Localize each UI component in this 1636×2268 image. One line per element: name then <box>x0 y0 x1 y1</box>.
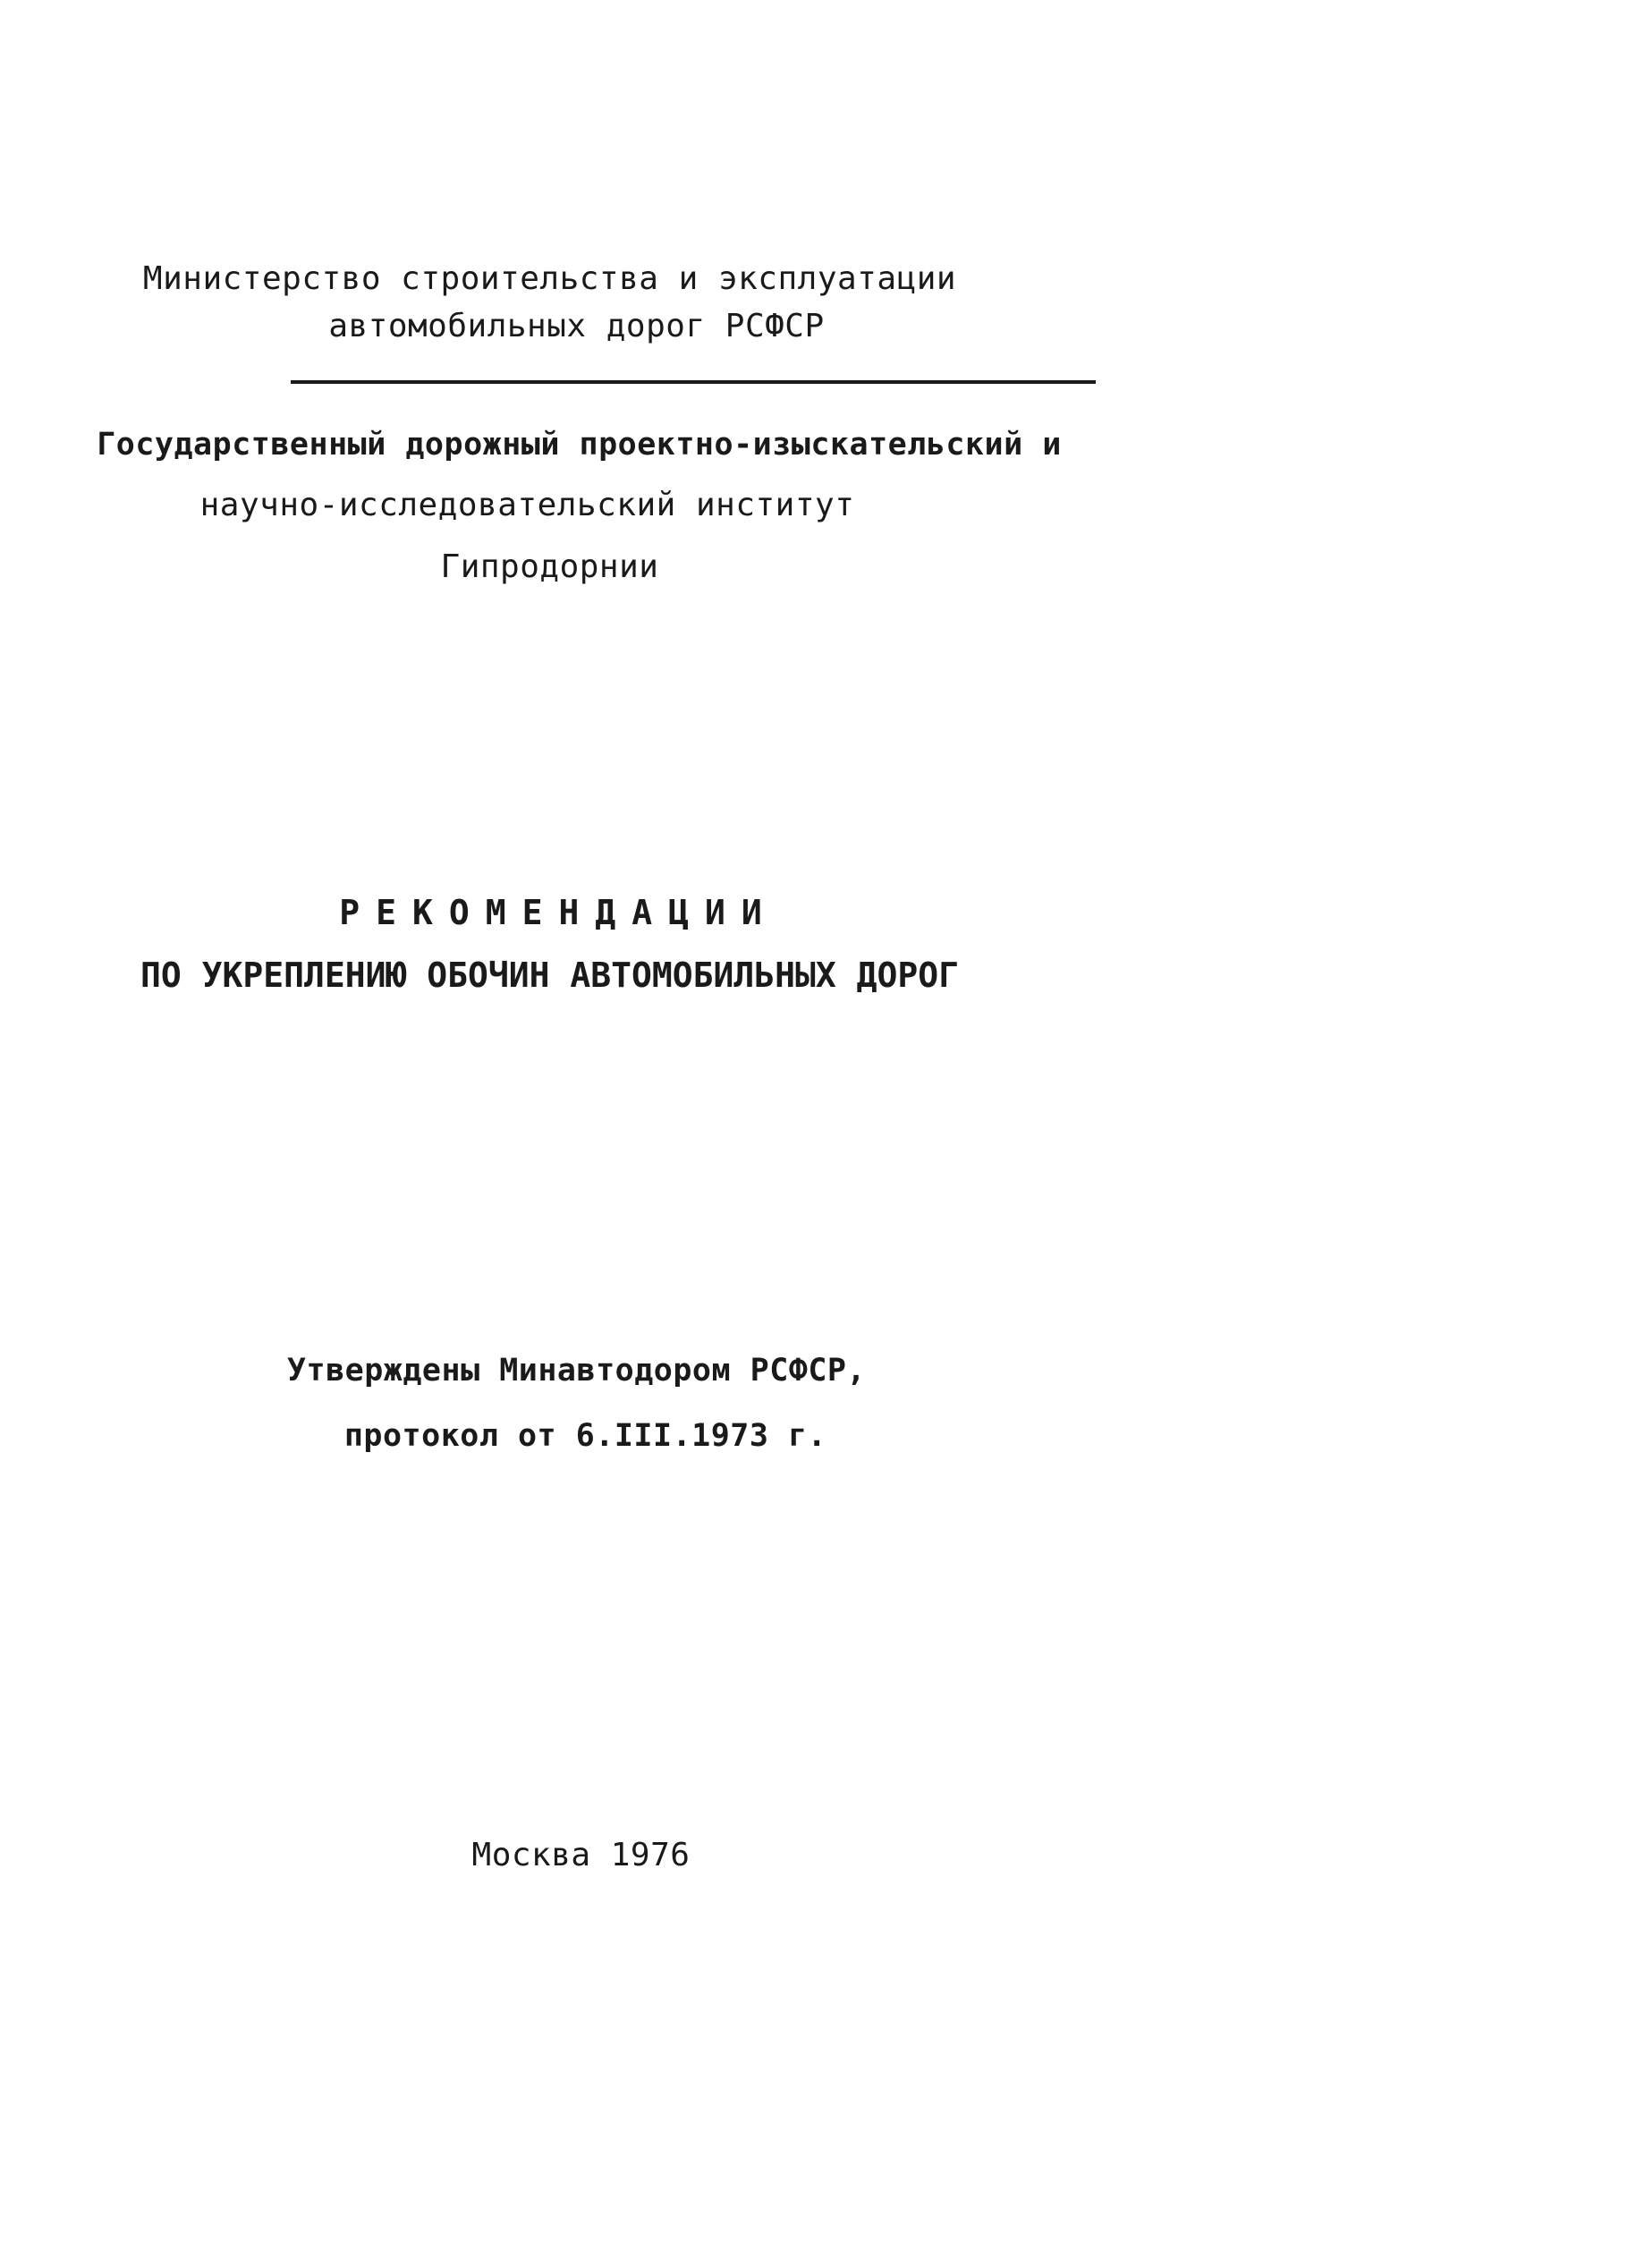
approval-line-1: Утверждены Минавтодором РСФСР, <box>286 1353 867 1389</box>
institute-line-1: Государственный дорожный проектно-изыскательский и <box>97 427 1062 463</box>
institute-name: Гипродорнии <box>440 548 659 585</box>
ministry-line-2: автомобильных дорог РСФСР <box>328 308 825 344</box>
ministry-line-1: Министерство строительства и эксплуатации <box>142 260 957 297</box>
header-divider <box>291 380 1096 384</box>
institute-line-2: научно-исследовательский институт <box>199 487 855 523</box>
approval-line-2: протокол от 6.III.1973 г. <box>343 1418 827 1454</box>
document-title: РЕКОМЕНДАЦИИ <box>339 893 778 932</box>
publication-place-year: Москва 1976 <box>471 1837 691 1873</box>
document-subtitle: ПО УКРЕПЛЕНИЮ ОБОЧИН АВТОМОБИЛЬНЫХ ДОРОГ <box>140 956 960 995</box>
